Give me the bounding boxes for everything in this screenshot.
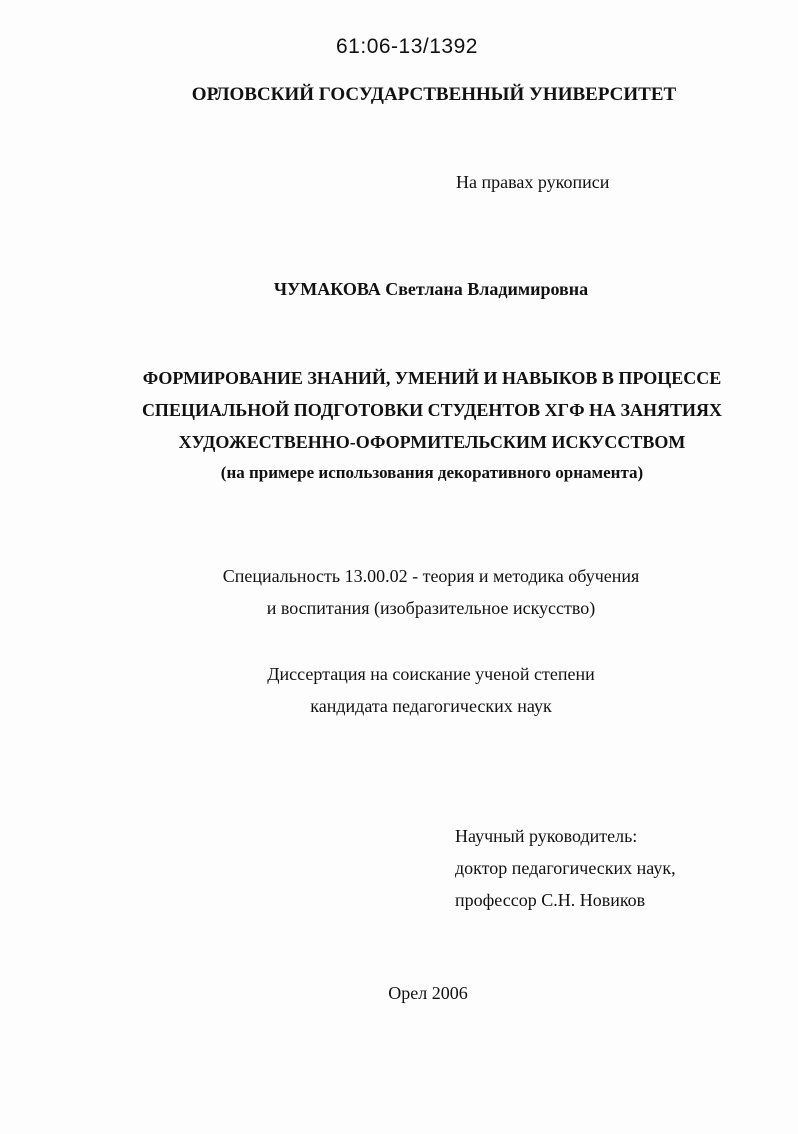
- specialty-block: [0, 560, 798, 624]
- title-line: СПЕЦИАЛЬНОЙ ПОДГОТОВКИ СТУДЕНТОВ ХГФ НА ЗАНЯТИЯХ: [141, 400, 723, 420]
- author-name: ЧУМАКОВА Светлана Владимировна: [273, 279, 589, 299]
- university-name: ОРЛОВСКИЙ ГОСУДАРСТВЕННЫЙ УНИВЕРСИТЕТ: [191, 84, 677, 105]
- degree-line: кандидата педагогических наук: [310, 696, 552, 716]
- degree-line: Диссертация на соискание ученой степени: [267, 664, 595, 684]
- advisor-degree: доктор педагогических наук,: [455, 858, 676, 878]
- city-year: Орел 2006: [388, 983, 468, 1003]
- advisor-block: [455, 820, 676, 916]
- advisor-label: Научный руководитель:: [455, 826, 638, 846]
- title-line: ФОРМИРОВАНИЕ ЗНАНИЙ, УМЕНИЙ И НАВЫКОВ В ПРОЦЕССЕ: [142, 368, 722, 388]
- degree-block: [0, 658, 798, 722]
- specialty-line: Специальность 13.00.02 - теория и методика обучения: [222, 566, 640, 586]
- advisor-name: профессор С.Н. Новиков: [455, 890, 646, 910]
- dissertation-title: [0, 362, 798, 488]
- manuscript-note: На правах рукописи: [456, 172, 610, 192]
- catalog-number: 61:06-13/1392: [336, 35, 478, 58]
- title-subtitle: (на примере использования декоративного орнамента): [220, 463, 644, 482]
- specialty-line: и воспитания (изобразительное искусство): [266, 598, 596, 618]
- title-line: ХУДОЖЕСТВЕННО-ОФОРМИТЕЛЬСКИМ ИСКУССТВОМ: [178, 432, 686, 452]
